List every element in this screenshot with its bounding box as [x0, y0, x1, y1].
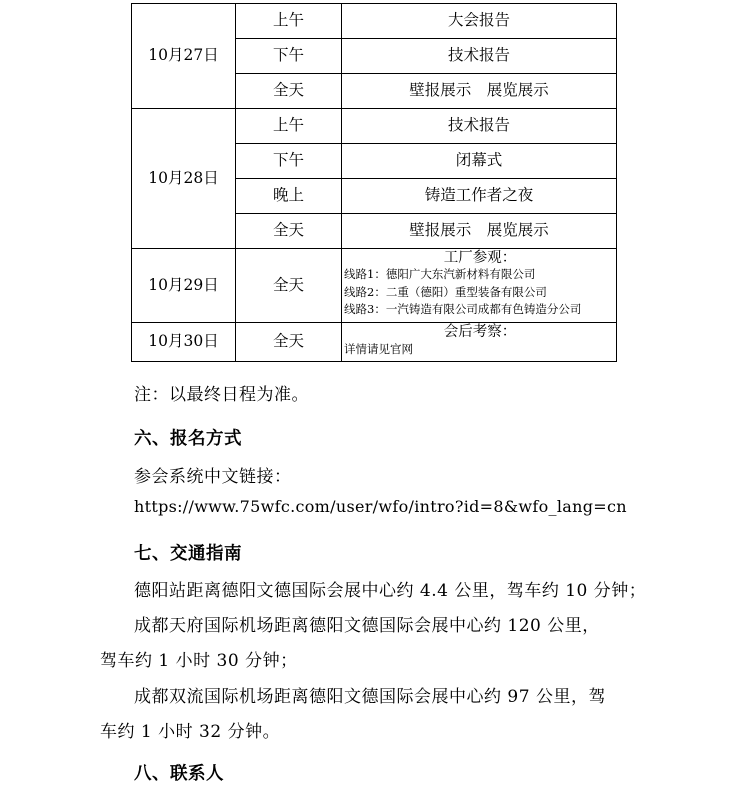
- route-item: 线路1：德阳广大东汽新材料有限公司: [344, 267, 536, 281]
- table-row: [132, 109, 617, 144]
- route-item: 线路3：一汽铸造有限公司成都有色铸造分公司: [344, 302, 582, 316]
- content-cell: [342, 249, 617, 323]
- content-cell: 闭幕式: [342, 144, 617, 179]
- registration-link-label: 参会系统中文链接：: [134, 467, 292, 487]
- time-cell: 全天: [236, 214, 342, 249]
- content-cell: [342, 323, 617, 362]
- content-cell: 技术报告: [342, 39, 617, 74]
- transport-paragraph: 成都双流国际机场距离德阳文德国际会展中心约 97 公里，驾: [134, 687, 606, 707]
- transport-paragraph-cont: 车约 1 小时 32 分钟。: [100, 722, 281, 742]
- date-cell: 10月27日: [132, 4, 236, 109]
- route-item: 线路2：二重（德阳）重型装备有限公司: [344, 284, 547, 299]
- schedule-note: 注：以最终日程为准。: [134, 385, 309, 405]
- content-cell: 技术报告: [342, 109, 617, 144]
- table-row: [132, 249, 617, 323]
- transport-paragraph: 德阳站距离德阳文德国际会展中心约 4.4 公里，驾车约 10 分钟；: [134, 581, 647, 601]
- transport-paragraph: 成都天府国际机场距离德阳文德国际会展中心约 120 公里，: [134, 616, 600, 636]
- time-cell: 上午: [236, 109, 342, 144]
- date-cell: 10月28日: [132, 109, 236, 249]
- transport-paragraph-cont: 驾车约 1 小时 30 分钟；: [100, 651, 298, 671]
- time-cell: 全天: [236, 323, 342, 362]
- table-row: [132, 323, 617, 362]
- time-cell: 下午: [236, 144, 342, 179]
- content-cell: 壁报展示 展览展示: [342, 74, 617, 109]
- registration-link[interactable]: https://www.75wfc.com/user/wfo/intro?id=8&wfo_lang=cn: [134, 497, 627, 516]
- section-heading-contact: 八、联系人: [134, 764, 224, 784]
- content-cell: 壁报展示 展览展示: [342, 214, 617, 249]
- section-heading-registration: 六、报名方式: [134, 429, 242, 449]
- post-tour-title: 会后考察：: [443, 324, 517, 340]
- date-cell: 10月29日: [132, 249, 236, 323]
- date-cell: 10月30日: [132, 323, 236, 362]
- content-cell: 铸造工作者之夜: [342, 179, 617, 214]
- time-cell: 下午: [236, 39, 342, 74]
- schedule-table: [131, 3, 617, 362]
- time-cell: 全天: [236, 249, 342, 323]
- factory-visit-title: 工厂参观：: [443, 250, 517, 266]
- section-heading-transport: 七、交通指南: [134, 544, 242, 564]
- time-cell: 上午: [236, 4, 342, 39]
- time-cell: 晚上: [236, 179, 342, 214]
- content-cell: 大会报告: [342, 4, 617, 39]
- table-row: [132, 4, 617, 39]
- post-tour-detail: 详情请见官网: [344, 342, 413, 356]
- time-cell: 全天: [236, 74, 342, 109]
